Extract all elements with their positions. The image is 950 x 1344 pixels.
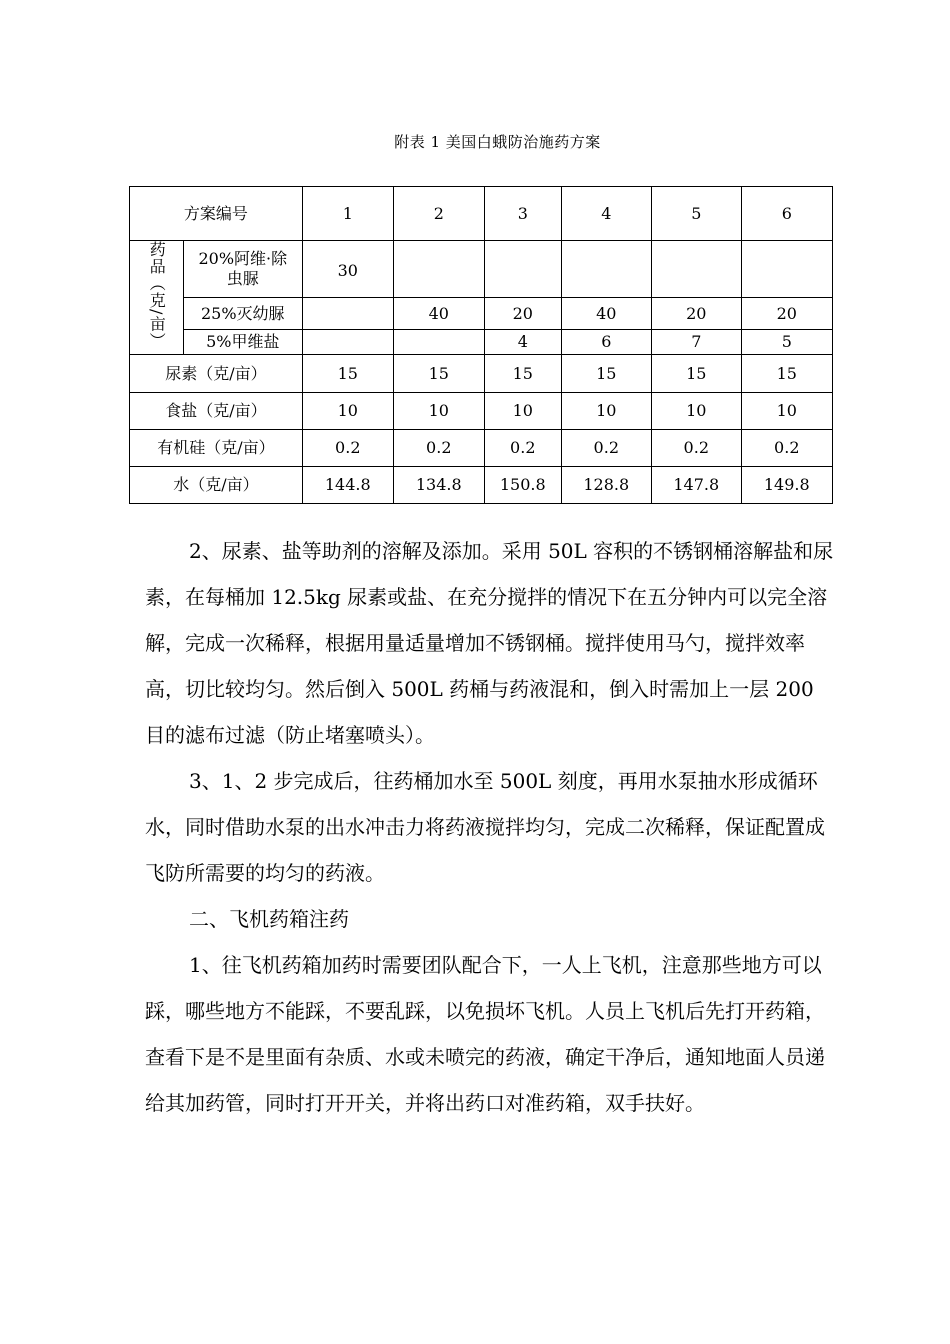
table-cell: 150.8	[484, 467, 561, 504]
table-cell: 128.8	[561, 467, 651, 504]
table-cell: 10	[393, 393, 484, 430]
table-row	[130, 430, 833, 467]
table-cell	[651, 241, 741, 298]
table-cell: 15	[651, 355, 741, 393]
table-cell: 10	[302, 393, 393, 430]
table-cell: 4	[484, 330, 561, 355]
table-cell	[561, 241, 651, 298]
drug-name: 5%甲维盐	[183, 330, 302, 355]
table-cell: 10	[484, 393, 561, 430]
table-cell: 147.8	[651, 467, 741, 504]
drug-name	[183, 241, 302, 298]
table-cell: 10	[651, 393, 741, 430]
table-cell: 20	[741, 298, 832, 330]
table-row	[130, 330, 833, 355]
table-cell: 0.2	[484, 430, 561, 467]
table-cell: 15	[393, 355, 484, 393]
table-caption: 附表 1 美国白蛾防治施药方案	[394, 133, 601, 151]
table-cell: 0.2	[561, 430, 651, 467]
table-cell: 15	[561, 355, 651, 393]
table-row	[130, 467, 833, 504]
table-cell: 149.8	[741, 467, 832, 504]
row-label: 有机硅（克/亩）	[130, 430, 303, 467]
table-row	[130, 298, 833, 330]
drug-name: 25%灭幼脲	[183, 298, 302, 330]
table-cell: 7	[651, 330, 741, 355]
table-cell	[302, 330, 393, 355]
table-cell: 10	[561, 393, 651, 430]
table-header-row	[130, 187, 833, 241]
plan-number: 5	[651, 187, 741, 241]
table-row	[130, 355, 833, 393]
paragraph: 3、1、2 步完成后，往药桶加水至 500L 刻度，再用水泵抽水形成循环水，同时借助水泵的出水冲击力将药液搅拌均匀，完成二次稀释，保证配置成飞防所需要的均匀的药液。	[145, 769, 825, 885]
paragraph: 2、尿素、盐等助剂的溶解及添加。采用 50L 容积的不锈钢桶溶解盐和尿素，在每桶加 12.5kg 尿素或盐、在充分搅拌的情况下在五分钟内可以完全溶解，完成一次稀释，根据用量适量增加不锈钢桶。搅拌使用马勺，搅拌效率高，切比较均匀。然后倒入 500L 药桶与药液混和，倒入时需加上一层 200 目的滤布过滤（防止堵塞喷头）。	[145, 539, 834, 747]
table-cell: 15	[302, 355, 393, 393]
plan-number: 6	[741, 187, 832, 241]
table-row	[130, 393, 833, 430]
plan-number: 1	[302, 187, 393, 241]
table-cell: 0.2	[651, 430, 741, 467]
table-cell: 15	[741, 355, 832, 393]
table-cell	[393, 241, 484, 298]
table-cell: 144.8	[302, 467, 393, 504]
drug-name-line2: 虫脲	[226, 269, 259, 289]
table-cell	[393, 330, 484, 355]
table-cell: 0.2	[302, 430, 393, 467]
row-label: 食盐（克/亩）	[130, 393, 303, 430]
drug-group-label	[130, 241, 184, 355]
header-label: 方案编号	[130, 187, 303, 241]
table-cell: 20	[484, 298, 561, 330]
table-cell	[302, 298, 393, 330]
treatment-plan-table	[129, 186, 833, 504]
row-label: 尿素（克/亩）	[130, 355, 303, 393]
table-cell: 0.2	[741, 430, 832, 467]
table-cell: 6	[561, 330, 651, 355]
paragraph: 1、往飞机药箱加药时需要团队配合下，一人上飞机，注意那些地方可以踩，哪些地方不能踩，不要乱踩，以免损坏飞机。人员上飞机后先打开药箱，查看下是不是里面有杂质、水或未喷完的药液，确定干净后，通知地面人员递给其加药管，同时打开开关，并将出药口对准药箱，双手扶好。	[145, 953, 825, 1115]
section-heading: 二、飞机药箱注药	[189, 907, 349, 931]
table-cell: 40	[393, 298, 484, 330]
table-cell: 15	[484, 355, 561, 393]
plan-number: 2	[393, 187, 484, 241]
plan-number: 4	[561, 187, 651, 241]
table-cell	[484, 241, 561, 298]
table-cell: 10	[741, 393, 832, 430]
plan-number: 3	[484, 187, 561, 241]
body-text	[145, 528, 835, 1126]
table-row	[130, 241, 833, 298]
table-cell: 0.2	[393, 430, 484, 467]
drug-group-text: 药品（克/亩）	[147, 241, 167, 350]
table-cell: 5	[741, 330, 832, 355]
table-cell	[741, 241, 832, 298]
drug-name-line1: 20%阿维·除	[198, 249, 288, 269]
table-cell: 30	[302, 241, 393, 298]
row-label: 水（克/亩）	[130, 467, 303, 504]
table-cell: 20	[651, 298, 741, 330]
table-cell: 134.8	[393, 467, 484, 504]
table-cell: 40	[561, 298, 651, 330]
